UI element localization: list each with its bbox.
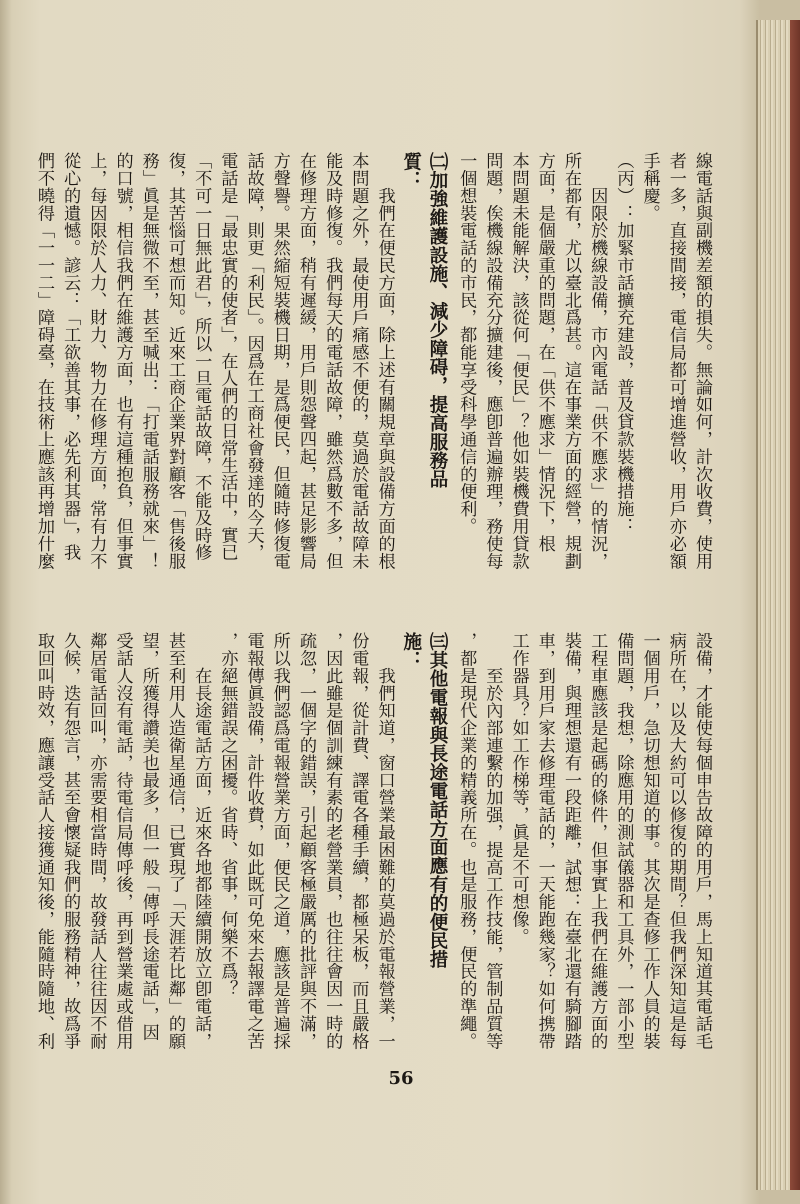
text-column: 所在都有，尤以臺北爲甚。這在事業方面的經營，規劃 <box>560 152 581 570</box>
text-column: 們不曉得「一一二」障碍臺，在技術上應該再增加什麼 <box>33 152 54 570</box>
upper-text-block-right <box>453 152 715 582</box>
section-heading: 施： <box>400 632 422 670</box>
text-column: 一個想裝電話的市民，都能享受科學通信的便利。 <box>456 152 477 535</box>
text-column: 取回叫時效，應讓受話人接獲通知後，能隨時隨地、利 <box>33 632 54 1050</box>
text-column: 一個用戶，急切想知道的事。其次是查修工作人員的裝 <box>639 632 660 1050</box>
text-column: 設備，才能使每個申告故障的用戶，馬上知道其電話毛 <box>692 632 712 1050</box>
text-column: 裝備，與理想還有一段距離，試想：在臺北還有騎腳踏 <box>560 632 581 1050</box>
text-column: 務」眞是無微不至，甚至喊出：「打電話服務就來」！ <box>138 152 159 570</box>
text-column: 至於內部連繫的加强，提高工作技能，管制品質等 <box>482 632 503 1050</box>
text-column: 電話是「最忠實的使者」，在人們的日常生活中，實已 <box>217 152 238 561</box>
text-column: 受話人沒有電話，待電信局傳呼後，再到營業處或借用 <box>112 632 133 1050</box>
text-column: 上，每因限於人力、財力、物力在修理方面，常有力不 <box>86 152 107 570</box>
upper-text-block-left <box>33 152 450 582</box>
text-column: 份電報，從計費、譯電各種手續，都極呆板，而且嚴格 <box>348 632 369 1050</box>
text-column: 復，其苦惱可想而知。近來工商企業界對顧客「售後服 <box>164 152 185 570</box>
text-column: 望，所獲得讚美也最多，但一般「傳呼長途電話」，因 <box>138 632 159 1041</box>
lower-text-block-right <box>450 632 715 1062</box>
text-column: 我們知道，窗口營業最困難的莫過於電報營業，一 <box>374 632 395 1050</box>
text-column: 備問題，我想，除應用的測試儀器和工具外，一部小型 <box>613 632 634 1050</box>
text-column: ，因此雖是個訓練有素的老營業員，也往往會因一時的 <box>322 632 343 1050</box>
page-number: 56 <box>388 1068 414 1089</box>
text-column: 所以我們認爲電報營業方面，便民之道，應該是普遍採 <box>269 632 290 1050</box>
text-column: 久候，迭有怨言，甚至會懷疑我們的服務精神，故爲爭 <box>60 632 81 1050</box>
text-column: 能及時修復。我們每天的電話故障，雖然爲數不多，但 <box>322 152 343 570</box>
text-column: 我們在便民方面，除上述有關規章與設備方面的根 <box>374 152 395 570</box>
text-column: 車，到用戶家去修理電話的，一天能跑幾家？如何携帶 <box>534 632 555 1050</box>
text-column: 工作器具？如工作梯等，眞是不可想像。 <box>508 632 529 946</box>
text-column: 本問題之外，最使用戶痛感不便的，莫過於電話故障未 <box>348 152 369 570</box>
text-column: 話故障，則更「利民」。因爲在工商社會發達的今天， <box>243 152 264 561</box>
text-column: 從心的遺憾。諺云：「工欲善其事，必先利其器」，我 <box>60 152 81 561</box>
text-column: ，亦絕無錯誤之困擾。省時、省事，何樂不爲？ <box>217 632 238 998</box>
section-heading: ㈡加強維護設施、減少障碍，提高服務品 <box>427 152 448 489</box>
text-column: 「不可一日無此君」，所以一旦電話故障，不能及時修 <box>191 152 212 561</box>
text-column: 病所在，以及大約可以修復的期間？但我們深知這是每 <box>665 632 686 1050</box>
text-column: 方面，是個嚴重的問題，在「供不應求」情況下，根 <box>534 152 555 553</box>
text-column: 疏忽，一個字的錯誤，引起顧客極嚴厲的批評與不滿， <box>295 632 316 1050</box>
text-column: ，都是現代企業的精義所在。也是服務，便民的準繩。 <box>456 632 477 1050</box>
section-heading: ㈢其他電報與長途電話方面應有的便民措 <box>427 632 448 969</box>
text-column: 在修理方面，稍有遲緩，用戶則怨聲四起，甚足影響局 <box>295 152 316 570</box>
text-column: 電報傳眞設備，計件收費，如此既可免來去報譯電之苦 <box>243 632 264 1050</box>
section-heading: 質： <box>400 152 422 190</box>
text-column: 鄰居電話回叫，亦需要相當時間，故發話人往往因不耐 <box>86 632 107 1050</box>
text-column: 工程車應該是起碼的條件，但事實上我們在維護方面的 <box>587 632 608 1050</box>
text-column: 的口號，相信我們在維護方面，也有這種抱負，但事實 <box>112 152 133 570</box>
lower-text-block-left <box>33 632 450 1062</box>
text-column: 本問題未能解決，該從何「便民」？他如裝機費用貸款 <box>508 152 529 570</box>
text-column: 方聲譽。果然縮短裝機日期，是爲便民，但隨時修復電 <box>269 152 290 570</box>
text-column: （丙）：加緊市話擴充建設，普及貸款裝機措施： <box>613 152 634 535</box>
text-column: 者一多，直接間接，電信局都可增進營收，用戶亦必額 <box>665 152 686 570</box>
book-cover-edge <box>790 20 800 1190</box>
text-column: 甚至利用人造衛星通信，已實現了「天涯若比鄰」的願 <box>164 632 185 1050</box>
text-column: 在長途電話方面，近來各地都陸續開放立卽電話， <box>191 632 212 1050</box>
text-column: 線電話與副機差額的損失。無論如何，計次收費，使用 <box>692 152 712 570</box>
text-column: 問題，俟機線設備充分擴建後，應卽普遍辦理，務使每 <box>482 152 503 570</box>
text-column: 手稱慶。 <box>639 152 660 222</box>
text-column: 因限於機線設備，市內電話「供不應求」的情況， <box>587 152 608 570</box>
